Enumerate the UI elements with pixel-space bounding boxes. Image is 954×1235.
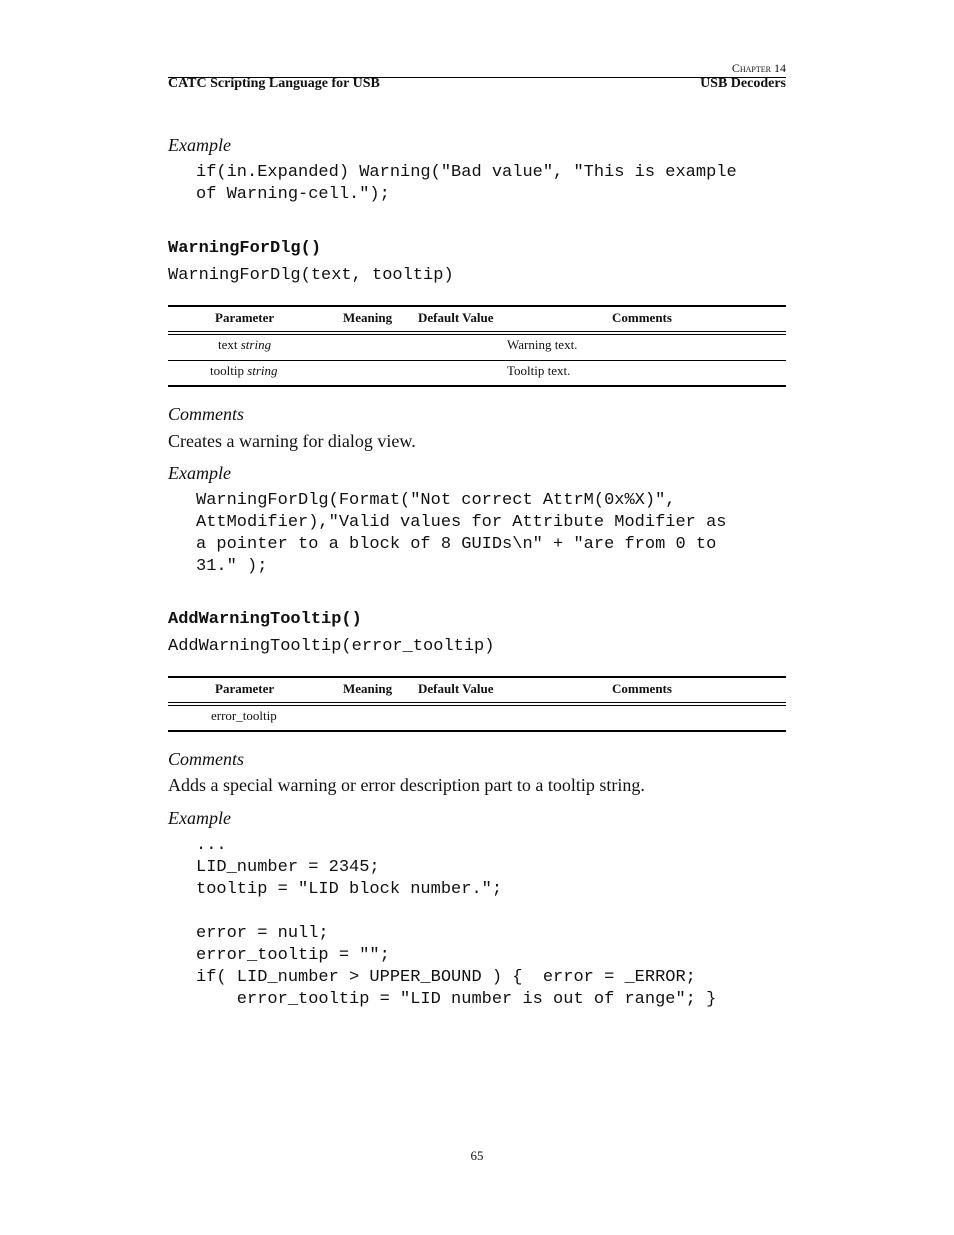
param-name: tooltip bbox=[210, 363, 244, 378]
chapter-label bbox=[732, 61, 786, 76]
chapter-number: 14 bbox=[774, 61, 786, 75]
param-type: string bbox=[247, 363, 278, 378]
param-comment: Warning text. bbox=[507, 337, 578, 352]
code-block: if(in.Expanded) Warning("Bad value", "This is example of Warning-cell."); bbox=[196, 163, 737, 204]
param-comment: Tooltip text. bbox=[507, 363, 571, 378]
header-chapter-title: USB Decoders bbox=[700, 76, 786, 91]
table-header-rule bbox=[168, 334, 786, 335]
table-top-rule bbox=[168, 676, 786, 678]
table-header-parameter: Parameter bbox=[215, 310, 275, 325]
example-label: Example bbox=[168, 135, 231, 155]
function-signature: WarningForDlg(text, tooltip) bbox=[168, 266, 454, 285]
table-bottom-rule bbox=[168, 385, 786, 387]
table-row-rule bbox=[168, 360, 786, 361]
table-header-parameter: Parameter bbox=[215, 681, 275, 696]
comments-text: Creates a warning for dialog view. bbox=[168, 431, 416, 451]
code-block: ... LID_number = 2345; tooltip = "LID block number."; error = null; error_tooltip = ""; if( LID_number > UPPER_BOUND ) { error = _ERROR; error_tooltip = "LID number is out of range"; } bbox=[196, 836, 717, 1009]
function-title: WarningForDlg() bbox=[168, 239, 322, 258]
table-top-rule bbox=[168, 305, 786, 307]
param-name: text bbox=[218, 337, 238, 352]
comments-label: Comments bbox=[168, 404, 244, 424]
table-row bbox=[218, 337, 271, 353]
example-label: Example bbox=[168, 808, 231, 828]
parameter-table bbox=[168, 676, 786, 734]
table-bottom-rule bbox=[168, 730, 786, 732]
function-title: AddWarningTooltip() bbox=[168, 610, 362, 629]
table-header-comments: Comments bbox=[612, 681, 672, 696]
example-label: Example bbox=[168, 463, 231, 483]
function-signature: AddWarningTooltip(error_tooltip) bbox=[168, 637, 495, 656]
parameter-table bbox=[168, 305, 786, 389]
table-header-rule bbox=[168, 331, 786, 332]
code-block: WarningForDlg(Format("Not correct AttrM(0x%X)", AttModifier),"Valid values for Attribute Modifier as a pointer to a block of 8 GUIDs\n" + "are from 0 to 31." ); bbox=[196, 491, 727, 576]
param-name: error_tooltip bbox=[211, 708, 277, 723]
table-header-meaning: Meaning bbox=[343, 310, 393, 325]
table-header-rule bbox=[168, 705, 786, 706]
page-number: 65 bbox=[470, 1148, 484, 1163]
param-type: string bbox=[240, 337, 272, 352]
header-book-title: CATC Scripting Language for USB bbox=[168, 76, 380, 91]
comments-label: Comments bbox=[168, 749, 244, 769]
table-header-meaning: Meaning bbox=[343, 681, 393, 696]
table-row bbox=[210, 363, 278, 379]
table-header-rule bbox=[168, 702, 786, 703]
table-header-default-value: Default Value bbox=[418, 681, 494, 696]
table-header-default-value: Default Value bbox=[418, 310, 494, 325]
comments-text: Adds a special warning or error description part to a tooltip string. bbox=[168, 775, 645, 795]
table-header-comments: Comments bbox=[612, 310, 672, 325]
table-row bbox=[211, 708, 277, 724]
chapter-word: Chapter bbox=[731, 61, 771, 75]
